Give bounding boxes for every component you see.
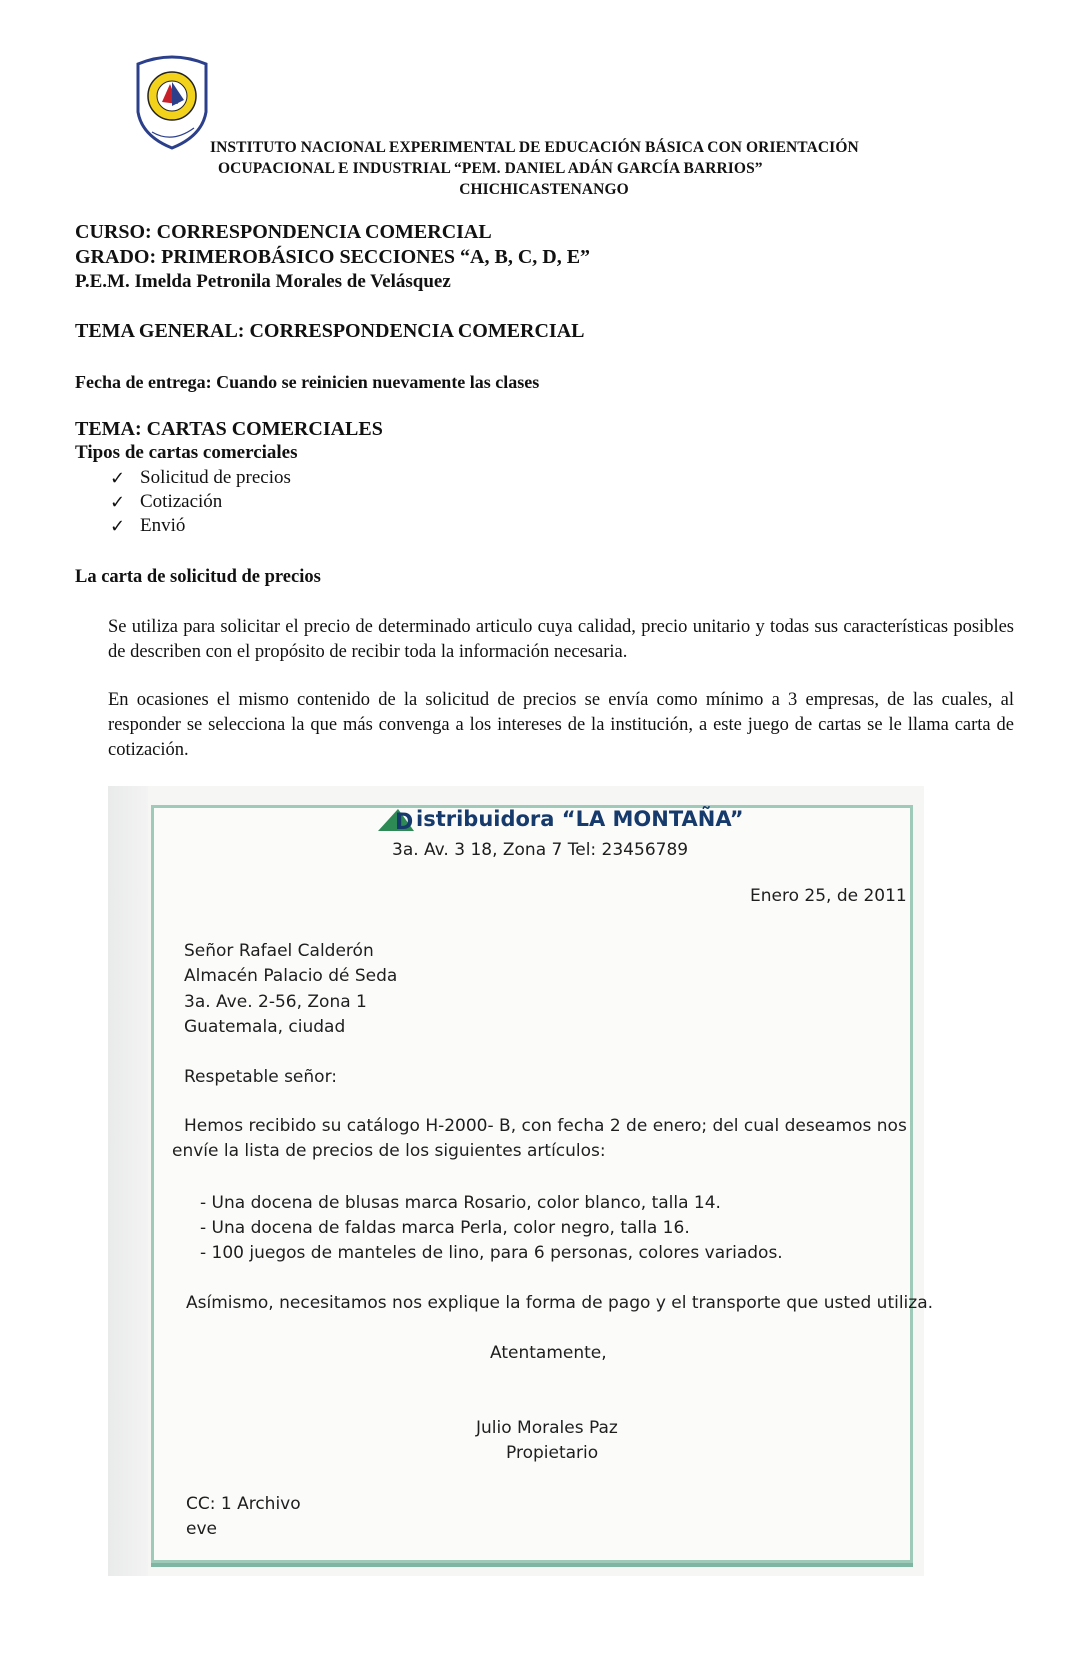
checkmark-icon: ✓ — [110, 467, 126, 489]
letter-item: - 100 juegos de manteles de lino, para 6 personas, colores variados. — [200, 1243, 783, 1263]
letter-salutation: Respetable señor: — [184, 1067, 337, 1087]
letter-signer-title: Propietario — [506, 1443, 599, 1463]
letter-cc: CC: 1 Archivo — [186, 1494, 301, 1514]
letter-item: - Una docena de faldas marca Perla, color negro, talla 16. — [200, 1218, 690, 1238]
list-item: ✓ Solicitud de precios — [110, 467, 291, 489]
list-item: ✓ Cotización — [110, 491, 223, 513]
institution-logo — [132, 52, 212, 150]
letter-date: Enero 25, de 2011 — [750, 886, 907, 906]
letter-signer: Julio Morales Paz — [476, 1418, 618, 1438]
course-title: CURSO: CORRESPONDENCIA COMERCIAL — [75, 221, 492, 243]
general-topic: TEMA GENERAL: CORRESPONDENCIA COMERCIAL — [75, 320, 585, 342]
institution-name-line1: INSTITUTO NACIONAL EXPERIMENTAL DE EDUCACIÓN BÁSICA CON ORIENTACIÓN — [210, 139, 859, 156]
checkmark-icon: ✓ — [110, 491, 126, 513]
letter-closing-text: Asímismo, necesitamos nos explique la forma de pago y el transporte que usted utiliza. — [186, 1293, 934, 1313]
letter-farewell: Atentamente, — [490, 1343, 607, 1363]
letter-initials: eve — [186, 1519, 217, 1539]
teacher-name: P.E.M. Imelda Petronila Morales de Velásquez — [75, 271, 451, 292]
svg-text:D: D — [395, 810, 414, 831]
due-date: Fecha de entrega: Cuando se reinicien nuevamente las clases — [75, 372, 540, 392]
institution-city: CHICHICASTENANGO — [459, 181, 629, 198]
recipient-line: 3a. Ave. 2-56, Zona 1 — [184, 992, 367, 1012]
institution-name-line2: OCUPACIONAL E INDUSTRIAL “PEM. DANIEL ADÁN GARCÍA BARRIOS” — [218, 160, 763, 177]
letter-brand: D istribuidora “LA MONTAÑA” — [378, 807, 744, 831]
paragraph-2: En ocasiones el mismo contenido de la solicitud de precios se envía como mínimo a 3 empresas, de las cuales, al responder se selecciona la que más convenga a los intereses de la institución, a este juego de cartas se le llama carta de cotización. — [108, 690, 1014, 760]
topic-title: TEMA: CARTAS COMERCIALES — [75, 418, 383, 440]
paragraph-1: Se utiliza para solicitar el precio de determinado articulo cuya calidad, precio unitario y todas sus características posibles de describen con el propósito de recibir toda la información necesaria. — [108, 617, 1014, 662]
letter-types-heading: Tipos de cartas comerciales — [75, 442, 298, 463]
letter-body-line: envíe la lista de precios de los siguientes artículos: — [172, 1141, 606, 1161]
letter-types-list — [110, 466, 291, 538]
recipient-line: Guatemala, ciudad — [184, 1017, 346, 1037]
letter-body-line: Hemos recibido su catálogo H-2000- B, con fecha 2 de enero; del cual deseamos nos — [184, 1116, 907, 1136]
checkmark-icon: ✓ — [110, 515, 126, 537]
section-title: La carta de solicitud de precios — [75, 567, 321, 587]
letter-item: - Una docena de blusas marca Rosario, color blanco, talla 14. — [200, 1193, 721, 1213]
letter-address: 3a. Av. 3 18, Zona 7 Tel: 23456789 — [392, 840, 689, 860]
recipient-line: Almacén Palacio dé Seda — [184, 966, 398, 986]
mountain-logo-icon — [378, 807, 414, 831]
recipient-line: Señor Rafael Calderón — [184, 941, 374, 961]
list-item: ✓ Envió — [110, 515, 186, 537]
grade-line: GRADO: PRIMEROBÁSICO SECCIONES “A, B, C, D, E” — [75, 246, 591, 268]
